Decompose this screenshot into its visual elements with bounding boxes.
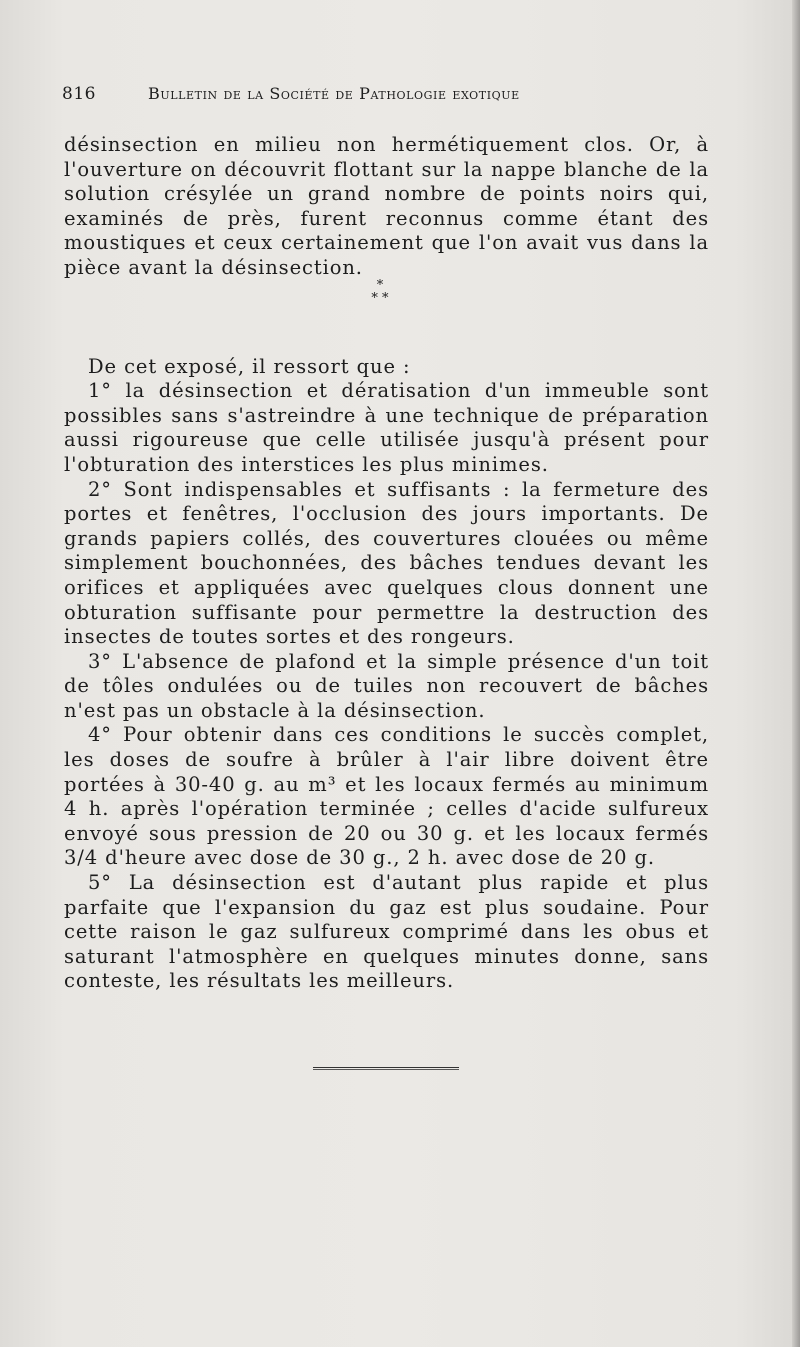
body-text: [64, 133, 709, 994]
running-title: Bulletin de la Société de Pathologie exotique: [148, 84, 520, 103]
paragraph-continuation: désinsection en milieu non hermétiquement clos. Or, à l'ouverture on découvrit flottant sur la nappe blanche de la solution crésylée un grand nombre de points noirs qui, examinés de près, furent reconnus comme étant des moustiques et ceux certainement que l'on avait vus dans la pièce avant la désinsection.: [64, 133, 709, 279]
asterism-divider: * * *: [371, 278, 389, 306]
paragraph-intro: De cet exposé, il ressort que :: [88, 354, 411, 378]
page-edge: [792, 0, 800, 1347]
paragraph-point-1: 1° la désinsection et dératisation d'un immeuble sont possibles sans s'astreindre à une technique de préparation aussi rigoureuse que celle utilisée jusqu'à présent pour l'obturation des interstices les plus minimes.: [64, 379, 709, 476]
paragraph-point-2: 2° Sont indispensables et suffisants : la fermeture des portes et fenêtres, l'occlusion des jours importants. De grands papiers collés, des couvertures clouées ou même simplement bouchonnées, des bâches tendues devant les orifices et appliquées avec quelques clous donnent une obturation suffisante pour permettre la destruction des insectes de toutes sortes et des rongeurs.: [64, 477, 709, 649]
page-header: [62, 84, 662, 114]
end-rule: [313, 1067, 459, 1070]
page-number: 816: [62, 84, 96, 104]
paragraph-point-4: 4° Pour obtenir dans ces conditions le succès complet, les doses de soufre à brûler à l'air libre doivent être portées à 30-40 g. au m³ et les locaux fermés au minimum 4 h. après l'opération terminée ; celles d'acide sulfureux envoyé sous pression de 20 ou 30 g. et les locaux fermés 3/4 d'heure avec dose de 30 g., 2 h. avec dose de 20 g.: [64, 723, 709, 870]
paragraph-point-5: 5° La désinsection est d'autant plus rapide et plus parfaite que l'expansion du gaz est plus soudaine. Pour cette raison le gaz sulfureux comprimé dans les obus et saturant l'atmosphère en quelques minutes donne, sans conteste, les résultats les meilleurs.: [64, 871, 709, 993]
paragraph-point-3: 3° L'absence de plafond et la simple présence d'un toit de tôles ondulées ou de tuiles non recouvert de bâches n'est pas un obstacle à la désinsection.: [64, 649, 709, 722]
